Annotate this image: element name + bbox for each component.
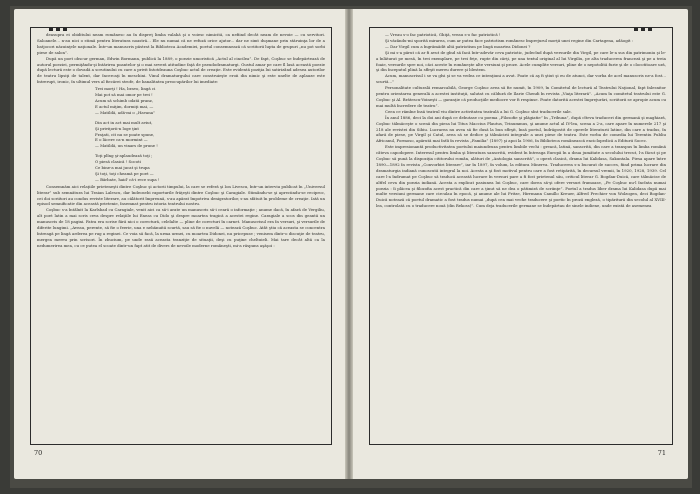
book-spread [10,6,692,488]
frame-ornament [49,27,67,31]
paragraph: În anul 1886, deci la doi ani după ce debutase cu poema „Filosofie şi plăgiatie” în „Tribuna”, după cîteva traduceri din germană şi maghiară, Coşbuc tălmăceşte o scenă din piesa lui Titus Maccius Plautus, Trinummus, şi anume actul al IV-lea, scena a 2-a, care apare în numerele 217 şi 218 ale revistei din Sibiu. Lucrarea nu avea să fie dusă la bun sfîrşit, însă poetul, îndrăgostit de operele literaturii latine, din care a tradus, în afară de piese, pe Virgil şi Catul, avea să se dedice şi tălmăcirii integrale a unei piese de teatru. Este vorba de comedia lui Terentiu Publiu Africanul, Formoso, apărută mai întîi în revista „Familia” (1897) şi apoi la 1906, în Biblioteca românească enciclopedică a Editurii Socec. [376,114,666,144]
verse-line: Ce bine-a mai jucat şi trupa [95,165,150,171]
verse-line: Toţi plîng şi-aplaudează toţi ; [95,153,153,159]
verse-line: — Bărbate, haid' că-i rece supa ! [95,176,160,182]
left-page [14,9,345,479]
right-text-frame [369,27,673,445]
paragraph: Acum, manuscrisul i se va gîsi şi se va vedea ce intenţiuni a avut. Poate că aş fi ştiut şi eu de atunci, dar vorba de acel manuscris ne-a fost... scurtă...” [376,73,666,85]
verse-line: Trei morţi ! Ha, bravo, lingă ci [95,86,156,92]
book-gutter [345,9,353,479]
verse-line: E actul miţim, dormiţi mai, — [95,103,154,109]
page-number: 70 [34,449,43,457]
paragraph: Ceea ce rămîne însă teatrul viu dintre activitatea teatrală a lui G. Coşbuc sînt traducerile sale. [385,108,572,114]
verse-line: Fraţati, cit nu se poate spune, [95,131,155,137]
paragraph: — Vreau s-o fac patriotică, Ghiţă, vreau s-o fac patriotică ! [385,32,501,37]
verse-line: — Matildă, un vinars de prune ! [95,143,158,149]
verse-line: Din act in act mai mult aviut, [95,119,153,125]
left-text-frame [30,27,332,445]
verse-line: Şi toţi, toţi cheamă pe poet — [95,170,154,176]
left-text-column [37,32,325,440]
verse-line: Şi priviţorii-n loge ţint [95,125,139,131]
right-text-column [376,32,666,440]
paragraph: Personalitate culturală remarcabilă, George Coşbuc avea să fie numit, în 1909, în Comitetul de lectură al Teatrului Naţional, fapt înlesnitor pentru orientarea generală a acestei instituţii, salutat cu căldură de Ilarie Chendi în revista „Viaţa literară”. „Acum în comitetul teatrului este G. Coşbuc şi Al. Brătescu-Voineşti — garanţie că producţiile mediocre vor fi respinse. Poate datorită acestei împrejurări, scriitorii se apropie acum cu mai multă încredere de teatru”. [376,85,666,108]
paragraph: Consemnăm aici relaţiile prieteneşti dintre Coşbuc şi actorii timpului, la care se referă şi Ion Livescu, într-un interviu publicat în „Universul literar” sub semnătura lui Traian Lalescu, dar îndeosebi raporturile frăţeşti dintre Coşbuc şi Caragiale. Stimându-se şi apreciindu-se reciproc, cei doi scriitori au condus reviste literare, au călătorit împreună, s-au apărat împotriva denigratorilor, s-au sfătuit în probleme de creaţie. Iată un episod semnificativ din această prietenie, însemnat pentru istoria teatrului nostru. [37,183,325,207]
right-page [353,9,688,479]
poem-quote [95,86,325,183]
page-number: 71 [657,449,666,457]
verse-line: Mai pot să mai omor pe trei ! [95,92,153,98]
paragraph: Este impresionantă productivitatea poetului maiundeuza pentru limbile vechi : greacă, latină, sanscrită, din care a transpus în limba română câteva capodopere. Interesul pentru limba şi literatura sanscrită, evident în întreaga Europă în a doua jumătate a secolului trecut, l-a făcut şi pe Coşbuc să pună la dispoziţia cititorului român, alături de „Antologia sanscrită”, o operă clasică, drama lui Kalidasa, Sakuntala. Piesa apare între 1890—1892 în revista „Convorbiri literare”, iar în 1897, în volum, la editura Minerva. Traducerea s-a bucurat de succes, fiind prima lucrare din dramaturgia indiană cunoscută integral la noi. Acesta a şi fost motivul pentru care a fost retipărită, în decursul vremii, în 1920, 1928, 1939. Cel care l-a îndrumat pe Coşbuc să traducă această lucrare în versuri pare a fi fost prietenul său, criticul literar G. Bogdan-Duică, care tălmăcise de altfel ceva din poezia indiană. Acesta a explicat pasiunea lui Coşbuc, care dorea să-şi ofere versuri frumoase, „Pe Coşbuc nu-l încînta numai poezia : îi plăcea şi filozofia acest practică din care a ţinut să ne dea o pătimiră de scriinţe”. Poetul a tradus liber drama lui Kalidasa după mai multe versiuni germane care circulau în epocă, şi anume ale lui Fritze, Hirrmann Camillo Kreuer, Alfred Frechier von Wolzogen, deci Bogdan-Duică notează că poetul dramatic a fost tradus numai „după cea mai veche traducere şi poetic în proză engleză, o tipăritură din secolul al XVIII-lea, controlată cu o traducere nouă (din Rekoss)”. Cum deja traducerile germane se îndepărtau de sinele indiene, unde există de asemenea [376,144,666,209]
paragraph: Coşbuc s-a întâlnit la Karlsbad cu Caragiale, venit aici ca să-i arate un manuscris să-i ceară o informaţie ; anume dacă, în afară de Vergiliu, alt poet latin a mai scris ceva despre relaţiile lui Eneas cu Dido şi despre moartea tragică a acestei regine. Caragiale a scos din geantă un manuscris de 18 pagini. Fatra era scrise fără nici o corectură, celelalte — pline de corecturi în carnet. Manuscrisul era în versuri, şi versurile de diferite lungimi. „Aveau, perente, să fie o feerie, una e nebănuită scurtă, sau să fie o nuvelă — notează Coşbuc. Atât ştiu că aceasta se concentra întreagă pe lingă arderea pe rug a reginei. Ce voia să facă, la urma urmei, cu moartea Didonei, nu pricepuse ; venisem dintr-o discuţie de teatru, mergea mereu prin scrisori. În zbucium, pe unde rasă aceasta tranziţie de situaţii, deşi cu puţine cheltuieli. Mai tare decât altă ca la nedumerirea mea, cu ce putea el scoate dintr-un fapt atit de divers de nevoile moderne româneşti, mi-a răspuns aşăşoi : [37,207,325,248]
paragraph: deasupra ei obiditului neam românesc au în dispreţ limba valahă şi o voiesc nimicită, ca nefiind decât neam de nevoie — cu servitori. Saloanele... n-au nici o stimă pentru literatura noastră... Ele nu numai că ne refuză orice ajutor... dar ne simt duşmane prin stăruinţa lor de a batjocori năzuinţele naţionale. Într-un manuscris păstrat la Biblioteca Academiei, poetul consemnează că scriitorii lupta de grupuri „nu pot sorbi piese de salon”. [37,32,325,55]
paragraph: Şi mi s-a părut că ar fi avut de gînd să facă într-adevăr ceva patriotic, judecînd după versurile din Virgil, pe care le-a sus din patrimoniu şi le-a înlăturat pe mesă, în trei exemplare, pe trei feţe, rupte din cărţi, pe una textul original al lui Virgiliu, pe alta traducerea franceză şi pe a treia foaie, versurile spre noi, căci aceste în româneşte alte versiuni şi proze. Acele cumplite versuri, pline de o nepotolită furie şi de o clocotitoare ură, şi din începutul plină la sfîrşit mereu durere şi blestem. [376,49,666,73]
verse-line: O piesă clasică ! Socoti [95,159,141,165]
paragraph: — Dar Virgil cum a îngrămădit altă patriotism pe lingă moartea Didonei ? [385,43,531,49]
paragraph: După un poet obscur german, Edwin Bormann, publică la 1889, o poezie umoristică „Actul al cincilea”. De fapt, Coşbuc se îndepărtează de autorul poeziei, permiţându-şi întărirea poantelor şi o mai severă atitudine faţă de pseudodramaturgi. Gustul amar pe care îl lasă această poezie după lectură este o dovadă a scrutinului cu care a privit întotdeauna Coşbuc actul de creaţie. Este evidentă poziţia lui satirizând adesea autorilor de teatru lipsiţi de talent, dar încercaţi în meschini. Vinul dramaturgului care construieşte eroii din nimic şi este unelte de aplauze este întrerupt, ironic, în ultimul vers al fiecărei strofe, de banalitatea preocupărilor lui imediate: [37,55,325,85]
frame-ornament [634,27,652,31]
verse-line: — Matildă, adă-mi o „Havana” [95,109,156,115]
paragraph: Şi văzându-mi sporită mirarea, cum ar putea face patriotism românesc împrejurul morţii unei regine din Cartagena, adăogit : [385,37,634,43]
verse-line: Acum să schimb odată pranz, [95,97,154,103]
verse-line: E o lăcere ca-n mormint — [95,137,148,143]
